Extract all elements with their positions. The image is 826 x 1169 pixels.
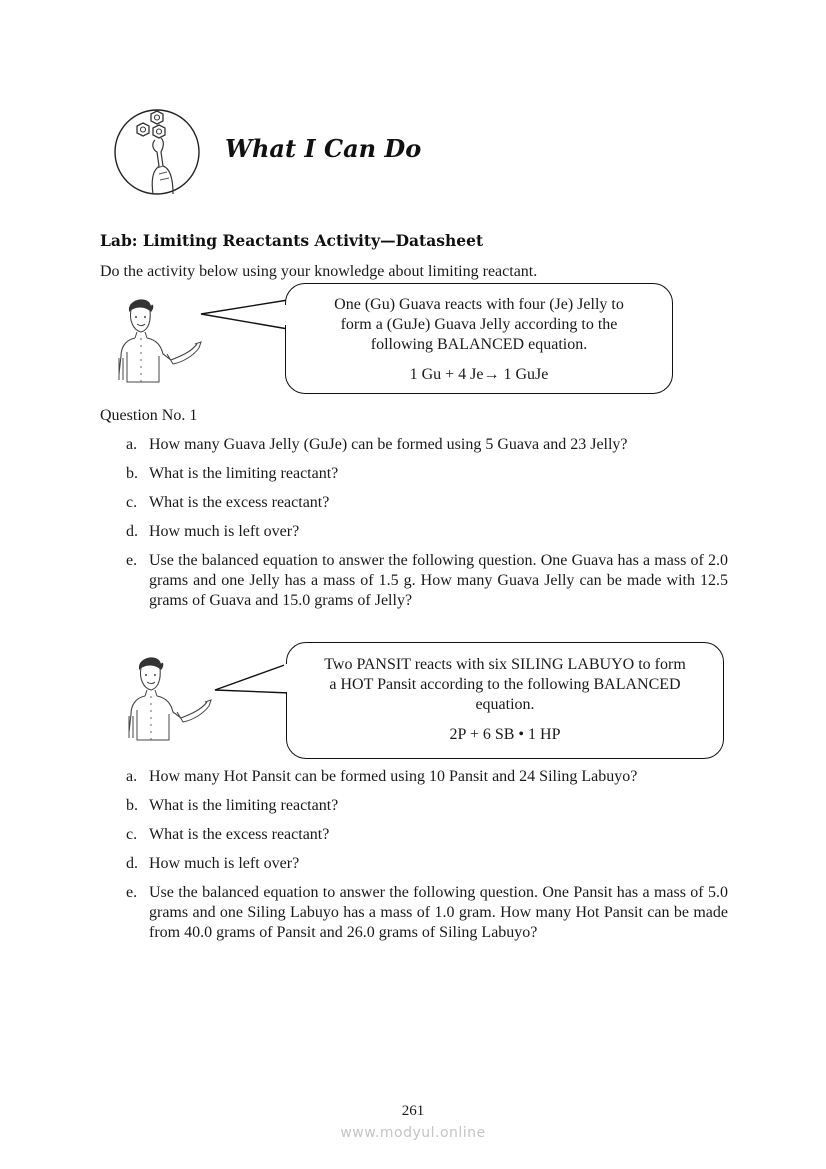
question-item: d. How much is left over?	[126, 855, 300, 872]
question-item: b. What is the limiting reactant?	[126, 465, 339, 482]
speech-bubble	[286, 642, 724, 759]
question-item: a. How many Guava Jelly (GuJe) can be formed using 5 Guava and 23 Jelly?	[126, 436, 628, 453]
question-item: a. How many Hot Pansit can be formed using 10 Pansit and 24 Siling Labuyo?	[126, 768, 638, 785]
question-item: c. What is the excess reactant?	[126, 826, 330, 843]
bubble-line: Two PANSIT reacts with six SILING LABUYO to form	[324, 656, 686, 673]
speech-bubble-tail	[210, 660, 295, 700]
speech-bubble	[285, 283, 673, 394]
balanced-equation: 1 Gu + 4 Je→ 1 GuJe	[409, 366, 549, 383]
speech-bubble-tail	[196, 298, 291, 338]
presenting-person-icon	[115, 296, 205, 396]
watermark: www.modyul.online	[340, 1125, 486, 1141]
lab-title: Lab: Limiting Reactants Activity—Datasheet	[100, 231, 484, 250]
question-item: e. Use the balanced equation to answer the following question. One Pansit has a mass of 5.0 grams and one Siling Labuyo has a mass of 1.0 gram. How many Hot Pansit can be made from 40.0 grams of Pansit and 26.0 grams of Siling Labuyo?	[126, 884, 728, 941]
presenting-person-icon	[125, 654, 215, 754]
bubble-line: form a (GuJe) Guava Jelly according to the	[340, 316, 618, 333]
bubble-line: following BALANCED equation.	[370, 336, 588, 353]
bubble-line: a HOT Pansit according to the following BALANCED	[329, 676, 681, 693]
balanced-equation: 2P + 6 SB • 1 HP	[449, 726, 561, 743]
question-label: Question No. 1	[100, 407, 198, 424]
bubble-line: One (Gu) Guava reacts with four (Je) Jelly to	[334, 296, 624, 313]
bubble-line: equation.	[475, 696, 535, 713]
hand-with-gears-icon	[113, 108, 201, 196]
intro-text: Do the activity below using your knowledge about limiting reactant.	[100, 263, 538, 280]
question-item: b. What is the limiting reactant?	[126, 797, 339, 814]
question-item: d. How much is left over?	[126, 523, 300, 540]
page-title: What I Can Do	[225, 134, 422, 163]
page-number: 261	[401, 1103, 425, 1119]
question-item: c. What is the excess reactant?	[126, 494, 330, 511]
question-item: e. Use the balanced equation to answer the following question. One Guava has a mass of 2.0 grams and one Jelly has a mass of 1.5 g. How many Guava Jelly can be made with 12.5 grams of Guava and 15.0 grams of Jelly?	[126, 552, 728, 609]
